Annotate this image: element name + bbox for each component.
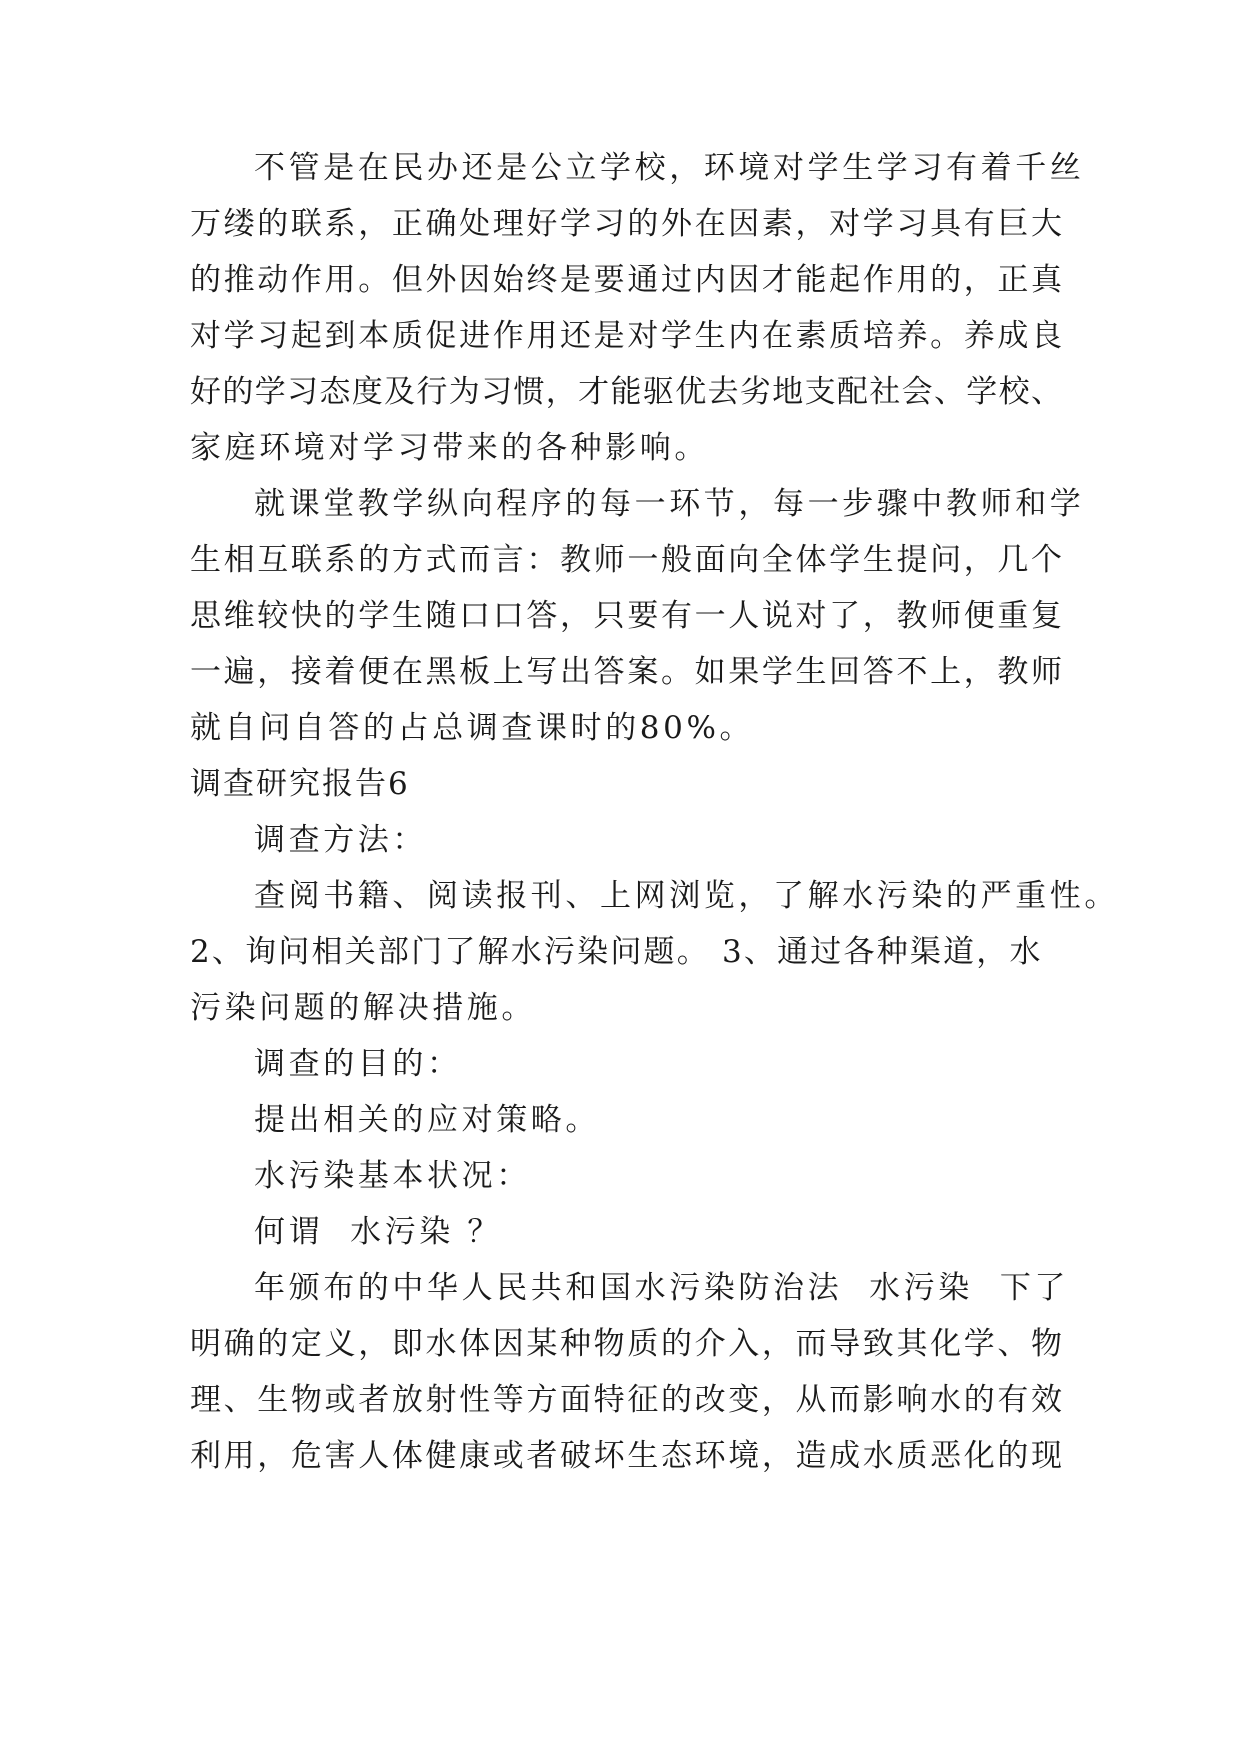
paragraph-2-line-2: 生相互联系的方式而言：教师一般面向全体学生提问，几个 <box>190 542 1062 578</box>
paragraph-2-line-5: 就自问自答的占总调查课时的80%。 <box>190 710 755 746</box>
paragraph-2-line-4: 一遍，接着便在黑板上写出答案。如果学生回答不上，教师 <box>190 654 1062 690</box>
paragraph-definition-line-2: 明确的定义，即水体因某种物质的介入，而导致其化学、物 <box>190 1326 1062 1362</box>
paragraph-definition-line-3: 理、生物或者放射性等方面特征的改变，从而影响水的有效 <box>190 1382 1062 1418</box>
paragraph-methods-line-2: 2、询问相关部门了解水污染问题。 3、通过各种渠道，水 <box>190 934 1043 970</box>
paragraph-1-line-6: 家庭环境对学习带来的各种影响。 <box>190 430 709 466</box>
paragraph-1-line-4: 对学习起到本质促进作用还是对学生内在素质培养。养成良 <box>190 318 1062 354</box>
label-status: 水污染基本状况： <box>254 1158 531 1194</box>
paragraph-1-line-3: 的推动作用。但外因始终是要通过内因才能起作用的，正真 <box>190 262 1062 298</box>
section-heading: 调查研究报告6 <box>190 766 410 802</box>
paragraph-definition-line-4: 利用，危害人体健康或者破坏生态环境，造成水质恶化的现 <box>190 1438 1062 1474</box>
paragraph-definition-line-1: 年颁布的中华人民共和国水污染防治法 水污染 下了 <box>254 1270 1070 1306</box>
question-line: 何谓 水污染 ？ <box>254 1214 502 1250</box>
paragraph-methods-line-1: 查阅书籍、阅读报刊、上网浏览，了解水污染的严重性。 <box>254 878 1119 914</box>
paragraph-purpose: 提出相关的应对策略。 <box>254 1102 600 1138</box>
paragraph-1-line-1: 不管是在民办还是公立学校，环境对学生学习有着千丝 <box>254 150 1085 186</box>
paragraph-2-line-3: 思维较快的学生随口口答，只要有一人说对了，教师便重复 <box>190 598 1062 634</box>
label-methods: 调查方法： <box>254 822 427 858</box>
paragraph-1-line-5: 好的学习态度及行为习惯，才能驱优去劣地支配社会、学校、 <box>190 374 1062 410</box>
paragraph-1-line-2: 万缕的联系，正确处理好学习的外在因素，对学习具有巨大 <box>190 206 1062 242</box>
paragraph-methods-line-3: 污染问题的解决措施。 <box>190 990 536 1026</box>
label-purpose: 调查的目的： <box>254 1046 462 1082</box>
paragraph-2-line-1: 就课堂教学纵向程序的每一环节，每一步骤中教师和学 <box>254 486 1085 522</box>
